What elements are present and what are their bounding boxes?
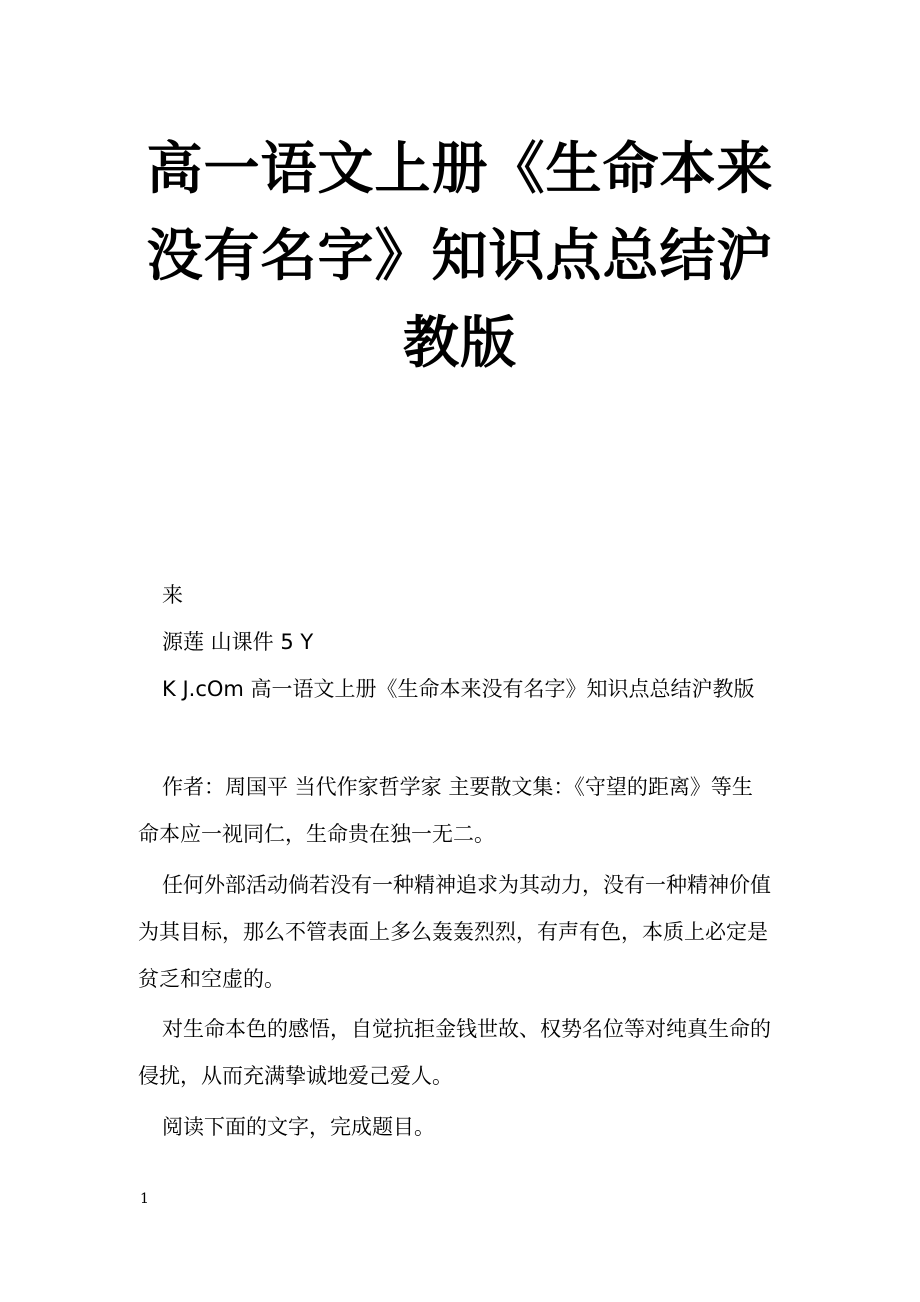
paragraph-body	[138, 862, 786, 1003]
paragraph-line: 侵扰，从而充满挚诚地爱己爱人。	[138, 1064, 453, 1088]
paragraph-author	[138, 764, 786, 858]
paragraph-body	[138, 1006, 786, 1100]
title-line: 高一语文上册《生命本来	[146, 137, 774, 202]
paragraph-line: 作者：周国平 当代作家哲学家 主要散文集：《守望的距离》等生	[162, 775, 753, 799]
title-line: 没有名字》知识点总结沪	[146, 224, 774, 289]
page-number: 1	[140, 1191, 149, 1207]
paragraph-line: 贫乏和空虚的。	[138, 967, 285, 991]
paragraph-line: 阅读下面的文字，完成题目。	[162, 1115, 435, 1139]
paragraph-line: 任何外部活动倘若没有一种精神追求为其动力，没有一种精神价值	[162, 873, 771, 897]
source-line: 源莲 山课件 5 Y	[162, 630, 314, 654]
title-line: 教版	[403, 311, 517, 376]
paragraph-line: 对生命本色的感悟，自觉抗拒金钱世故、权势名位等对纯真生命的	[162, 1017, 771, 1041]
paragraph-line: 为其目标，那么不管表面上多么轰轰烈烈，有声有色，本质上必定是	[138, 920, 768, 944]
paragraph-line: 命本应一视同仁，生命贵在独一无二。	[138, 822, 495, 846]
source-line: 来	[162, 583, 183, 607]
paragraph-instruction	[138, 1104, 786, 1151]
source-line: K J.cOm 高一语文上册《生命本来没有名字》知识点总结沪教版	[162, 677, 755, 701]
document-title	[120, 126, 800, 387]
